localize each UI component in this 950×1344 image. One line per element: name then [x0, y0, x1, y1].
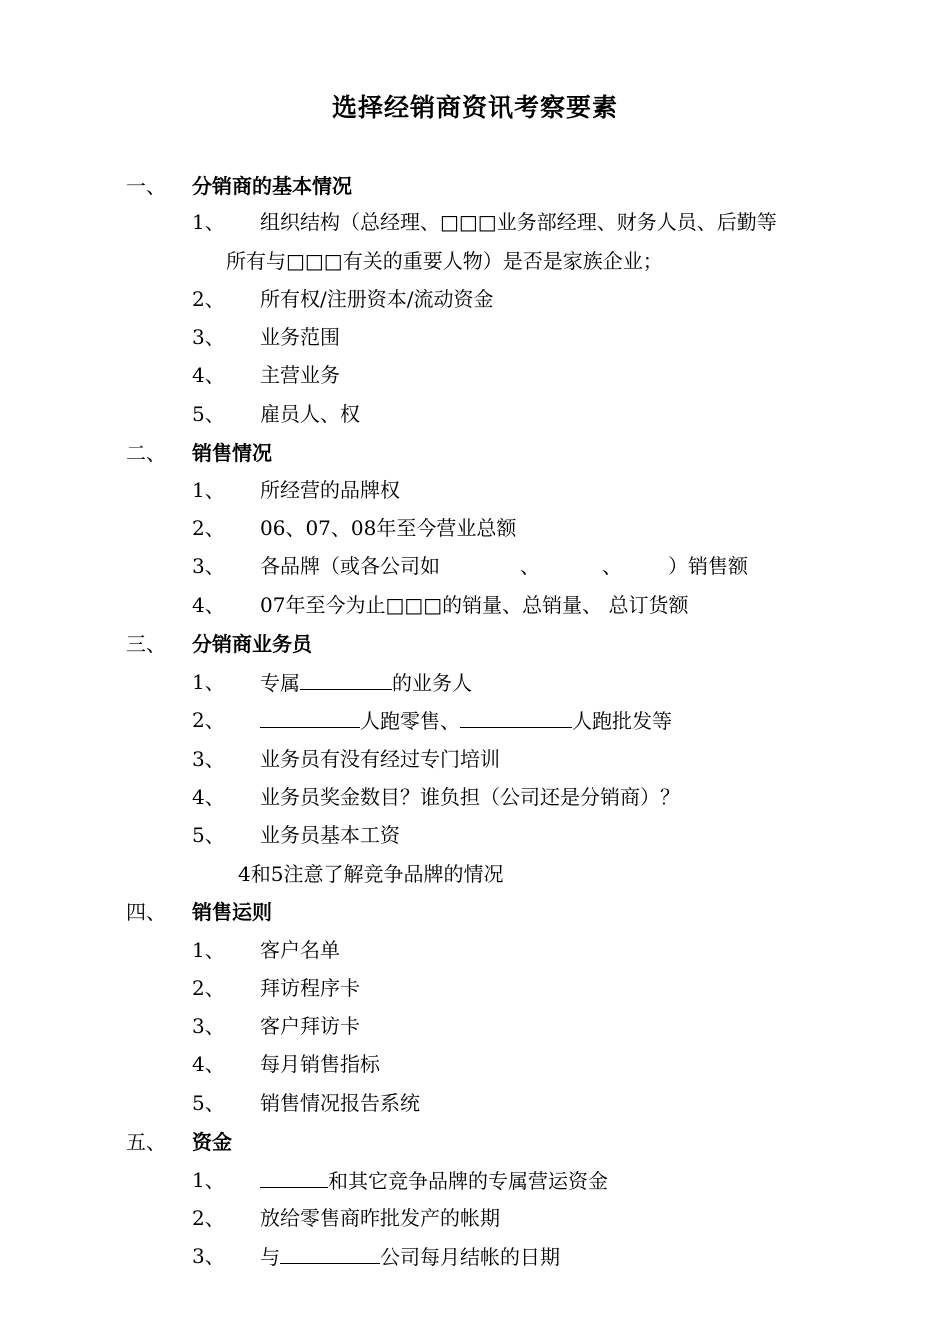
list-item: [0, 667, 950, 697]
item-text: 客户拜访卡: [260, 1014, 360, 1038]
section-number: 五、: [126, 1130, 166, 1154]
list-item: [0, 1049, 950, 1079]
item-text: 雇员人、权: [260, 402, 360, 426]
list-item: [0, 551, 950, 581]
list-item: [0, 935, 950, 965]
item-text: 业务范围: [260, 325, 340, 349]
item-number: 1、: [192, 670, 225, 694]
section-title: 销售运则: [192, 900, 272, 924]
list-item: [0, 1203, 950, 1233]
item-text-part: 与: [260, 1245, 280, 1269]
section-number: 一、: [126, 174, 166, 198]
item-text-part: 公司每月结帐的日期: [380, 1245, 560, 1269]
item-number: 4、: [192, 593, 225, 617]
fill-in-blank: [460, 705, 572, 728]
item-number: 1、: [192, 210, 225, 234]
item-number: 4、: [192, 363, 225, 387]
fill-in-blank: [260, 705, 360, 728]
list-item: [0, 1088, 950, 1118]
list-item: [0, 744, 950, 774]
item-text: 每月销售指标: [260, 1052, 380, 1076]
item-text-part: 的业务人: [392, 671, 472, 695]
fill-in-blank: [280, 1241, 380, 1264]
item-text: 所经营的品牌权: [260, 478, 400, 502]
item-number: 1、: [192, 478, 225, 502]
item-number: 3、: [192, 554, 225, 578]
section-title: 资金: [192, 1130, 232, 1154]
fill-in-blank: [260, 1165, 328, 1188]
list-item: [0, 590, 950, 620]
section-number: 三、: [126, 632, 166, 656]
section-heading: [0, 438, 950, 468]
item-number: 1、: [192, 1168, 225, 1192]
item-text: 客户名单: [260, 938, 340, 962]
list-item: [0, 399, 950, 429]
section-title: 分销商业务员: [192, 632, 312, 656]
item-number: 1、: [192, 938, 225, 962]
section-heading: [0, 171, 950, 201]
item-text: 07年至今为止□□□的销量、总销量、 总订货额: [260, 593, 689, 617]
item-text: [260, 705, 672, 736]
list-item: [0, 1165, 950, 1195]
list-item: [0, 475, 950, 505]
item-text-part: 、: [602, 554, 622, 578]
item-number: 2、: [192, 516, 225, 540]
list-item: [0, 207, 950, 237]
note-line: [0, 859, 950, 889]
item-text: 所有权/注册资本/流动资金: [260, 287, 494, 311]
item-text: [260, 1165, 608, 1196]
document-title: 选择经销商资讯考察要素: [331, 93, 618, 122]
item-text-part: 人跑批发等: [572, 709, 672, 733]
item-number: 2、: [192, 708, 225, 732]
item-text: 业务员基本工资: [260, 823, 400, 847]
section-heading: [0, 629, 950, 659]
item-text-part: 、: [520, 554, 540, 578]
list-item-continuation: [0, 246, 950, 276]
item-number: 2、: [192, 287, 225, 311]
item-number: 3、: [192, 325, 225, 349]
item-number: 2、: [192, 1206, 225, 1230]
list-item: [0, 782, 950, 812]
item-number: 5、: [192, 402, 225, 426]
item-text: 主营业务: [260, 363, 340, 387]
item-text: 拜访程序卡: [260, 976, 360, 1000]
list-item: [0, 513, 950, 543]
item-number: 4、: [192, 1052, 225, 1076]
section-title: 分销商的基本情况: [192, 174, 352, 198]
item-text: 放给零售商昨批发产的帐期: [260, 1206, 500, 1230]
item-number: 3、: [192, 747, 225, 771]
item-number: 3、: [192, 1244, 225, 1268]
item-number: 5、: [192, 823, 225, 847]
section-number: 四、: [126, 900, 166, 924]
fill-in-blank: [300, 667, 392, 690]
item-text: 组织结构（总经理、□□□业务部经理、财务人员、后勤等: [260, 210, 777, 234]
list-item: [0, 284, 950, 314]
item-text-part: 专属: [260, 671, 300, 695]
item-text-part: ）销售额: [668, 554, 748, 578]
list-item: [0, 820, 950, 850]
section-number: 二、: [126, 441, 166, 465]
list-item: [0, 360, 950, 390]
item-text: 06、07、08年至今营业总额: [260, 516, 517, 540]
section-heading: [0, 1127, 950, 1157]
item-number: 2、: [192, 976, 225, 1000]
note-text: 4和5注意了解竞争品牌的情况: [238, 862, 504, 886]
section-heading: [0, 897, 950, 927]
list-item: [0, 322, 950, 352]
list-item: [0, 973, 950, 1003]
item-text-part: 和其它竞争品牌的专属营运资金: [328, 1169, 608, 1193]
item-text-part: 各品牌（或各公司如: [260, 554, 440, 578]
item-text: 业务员奖金数目？谁负担（公司还是分销商）？: [260, 785, 680, 809]
item-text: [260, 1241, 560, 1272]
item-number: 5、: [192, 1091, 225, 1115]
item-text: 销售情况报告系统: [260, 1091, 420, 1115]
item-text: 业务员有没有经过专门培训: [260, 747, 500, 771]
item-text: [260, 551, 748, 581]
list-item: [0, 705, 950, 735]
list-item: [0, 1011, 950, 1041]
section-title: 销售情况: [192, 441, 272, 465]
item-text-continued: 所有与□□□有关的重要人物）是否是家族企业；: [226, 249, 663, 273]
item-text: [260, 667, 472, 698]
item-text-part: 人跑零售、: [360, 709, 460, 733]
list-item: [0, 1241, 950, 1271]
item-number: 4、: [192, 785, 225, 809]
item-number: 3、: [192, 1014, 225, 1038]
